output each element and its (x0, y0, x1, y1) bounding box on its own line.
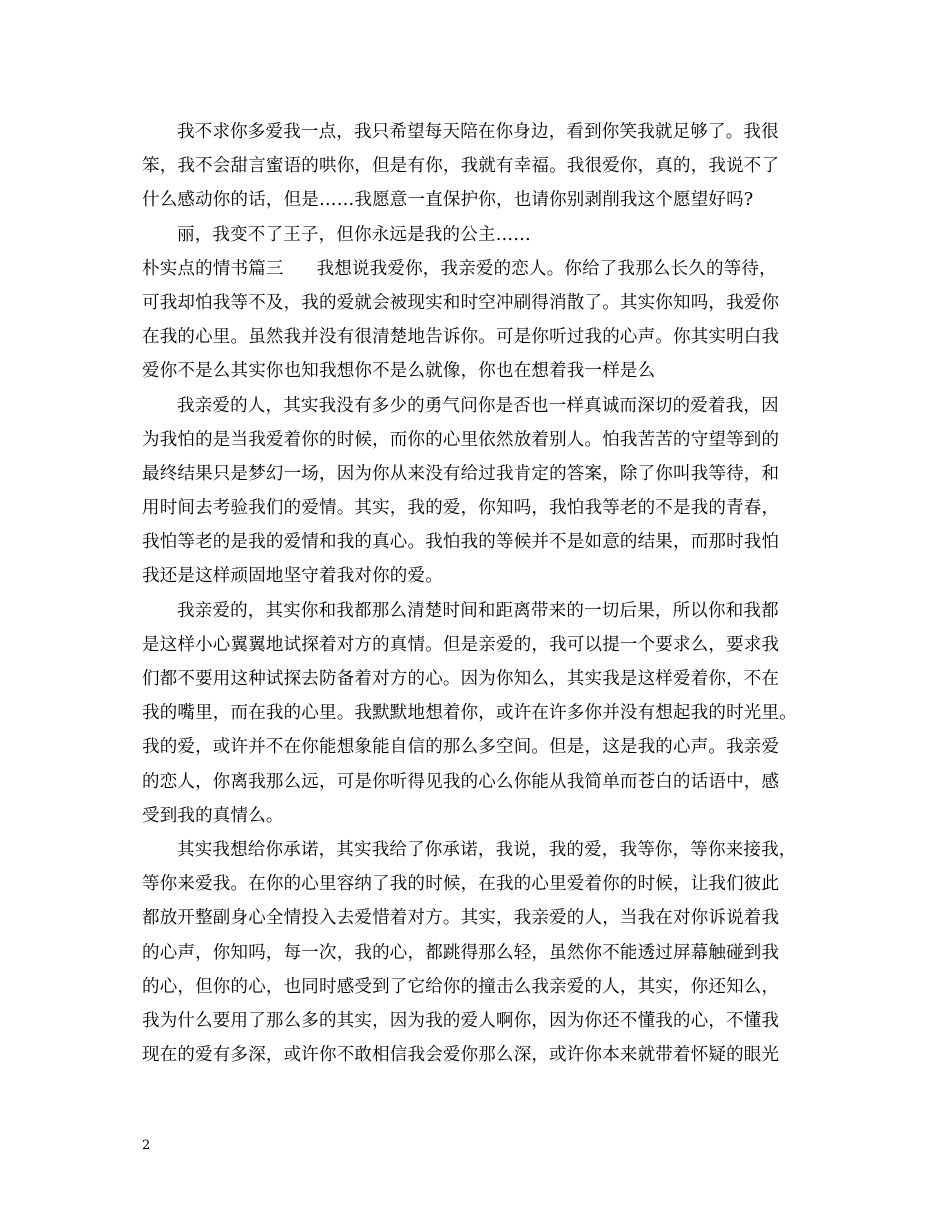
text-line (142, 936, 822, 970)
text-line (142, 696, 822, 730)
line-text: 我怕等老的是我的爱情和我的真心。我怕我的等候并不是如意的结果，而那时我怕 (142, 532, 780, 553)
text-line (142, 970, 822, 1004)
text-line (142, 1038, 822, 1072)
line-text: 什么感动你的话，但是……我愿意一直保护你，也请你别剥削我这个愿望好吗? (142, 190, 754, 211)
page-number: 2 (142, 1138, 151, 1153)
text-line (142, 628, 822, 662)
line-text: 我还是这样顽固地坚守着我对你的爱。 (142, 566, 443, 587)
line-text: 我的嘴里，而在我的心里。我默默地想着你，或许在许多你并没有想起我的时光里。 (142, 703, 797, 724)
line-text: 丽，我变不了王子，但你永远是我的公主…… (177, 224, 531, 245)
line-text: 为我怕的是当我爱着你的时候，而你的心里依然放着别人。怕我苦苦的守望等到的 (142, 429, 780, 450)
text-line (142, 457, 822, 491)
text-line (142, 559, 822, 593)
line-text: 们都不要用这种试探去防备着对方的心。因为你知么，其实我是这样爱着你，不在 (142, 669, 780, 689)
text-line (142, 867, 822, 901)
text-line (142, 765, 822, 799)
text-line (142, 901, 822, 935)
text-line (142, 525, 822, 559)
line-text: 我亲爱的人，其实我没有多少的勇气问你是否也一样真诚而深切的爱着我，因 (177, 395, 779, 416)
line-text: 笨，我不会甜言蜜语的哄你，但是有你，我就有幸福。我很爱你，真的，我说不了 (142, 156, 780, 177)
text-line (142, 389, 822, 423)
text-line (142, 320, 822, 354)
line-text: 我不求你多爱我一点，我只希望每天陪在你身边，看到你笑我就足够了。我很 (177, 122, 779, 142)
line-text: 等你来爱我。在你的心里容纳了我的时候，在我的心里爱着你的时候，让我们彼此 (142, 874, 780, 895)
text-line (142, 491, 822, 525)
text-line-with-heading (142, 252, 822, 286)
text-line (142, 286, 822, 320)
line-text: 的恋人，你离我那么远，可是你听得见我的心么你能从我简单而苍白的话语中，感 (142, 771, 780, 792)
text-line (142, 218, 822, 252)
line-text: 受到我的真情么。 (142, 805, 284, 826)
text-line (142, 354, 822, 388)
line-text: 我想说我爱你，我亲爱的恋人。你给了我那么长久的等待， (316, 258, 777, 279)
body-text (142, 115, 822, 1072)
text-line (142, 662, 822, 696)
line-text: 现在的爱有多深，或许你不敢相信我会爱你那么深，或许你本来就带着怀疑的眼光 (142, 1045, 780, 1066)
line-text: 的心，但你的心，也同时感受到了它给你的撞击么我亲爱的人，其实，你还知么， (142, 976, 780, 997)
text-line (142, 799, 822, 833)
text-line (142, 115, 822, 149)
text-line (142, 594, 822, 628)
line-text: 都放开整副身心全情投入去爱惜着对方。其实，我亲爱的人，当我在对你诉说着我 (142, 908, 780, 929)
line-text: 是这样小心翼翼地试探着对方的真情。但是亲爱的，我可以提一个要求么，要求我 (142, 634, 780, 655)
line-text: 我亲爱的，其实你和我都那么清楚时间和距离带来的一切后果，所以你和我都 (177, 600, 779, 621)
text-line (142, 833, 822, 867)
line-text: 最终结果只是梦幻一场，因为你从来没有给过我肯定的答案，除了你叫我等待，和 (142, 463, 780, 484)
line-text: 用时间去考验我们的爱情。其实，我的爱，你知吗，我怕我等老的不是我的青春， (142, 498, 780, 519)
line-text: 的心声，你知吗，每一次，我的心，都跳得那么轻，虽然你不能透过屏幕触碰到我 (142, 942, 780, 963)
line-text: 其实我想给你承诺，其实我给了你承诺，我说，我的爱，我等你，等你来接我， (177, 839, 797, 860)
line-text: 我为什么要用了那么多的其实，因为我的爱人啊你，因为你还不懂我的心，不懂我 (142, 1010, 780, 1031)
text-line (142, 730, 822, 764)
line-text: 我的爱，或许并不在你能想象能自信的那么多空间。但是，这是我的心声。我亲爱 (142, 737, 780, 758)
line-text: 在我的心里。虽然我并没有很清楚地告诉你。可是你听过我的心声。你其实明白我 (142, 327, 780, 348)
text-line (142, 1004, 822, 1038)
text-line (142, 183, 822, 217)
text-line (142, 149, 822, 183)
section-heading: 朴实点的情书篇三 (142, 258, 284, 279)
text-line (142, 423, 822, 457)
line-text: 爱你不是么其实你也知我想你不是么就像，你也在想着我一样是么 (142, 361, 656, 382)
line-text: 可我却怕我等不及，我的爱就会被现实和时空冲刷得消散了。其实你知吗，我爱你 (142, 292, 780, 313)
